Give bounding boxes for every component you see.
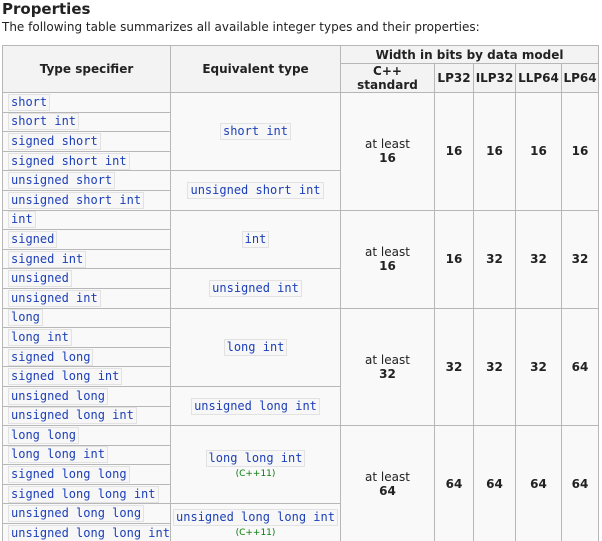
cpp-standard-prefix: at least — [365, 470, 410, 485]
equivalent-type-code[interactable]: short int — [220, 123, 291, 140]
cpp-standard-bits: 16 — [379, 151, 396, 166]
header-model-1: LP32 — [435, 64, 474, 93]
type-specifier-cell — [3, 328, 171, 348]
version-badge: (C++11) — [235, 528, 276, 539]
type-specifier-cell — [3, 249, 171, 269]
header-model-2: ILP32 — [474, 64, 516, 93]
cpp-standard-cell — [341, 308, 435, 426]
cpp-standard-prefix: at least — [365, 245, 410, 260]
equivalent-type-code[interactable]: long int — [224, 339, 288, 356]
equivalent-type-code[interactable]: unsigned short int — [187, 182, 323, 199]
type-specifier-link[interactable]: signed long — [8, 349, 93, 366]
table-header — [3, 46, 599, 93]
cpp-standard-cell — [341, 210, 435, 308]
header-model-4: LP64 — [562, 64, 599, 93]
table-row — [3, 308, 599, 328]
section-heading: Properties — [2, 0, 91, 18]
type-specifier-link[interactable]: short int — [8, 113, 79, 130]
width-cell-lp64: 64 — [562, 308, 599, 426]
equivalent-type-code[interactable]: unsigned int — [209, 280, 302, 297]
type-specifier-link[interactable]: unsigned long long int — [8, 525, 171, 541]
header-model-3: LLP64 — [516, 64, 562, 93]
equivalent-type-cell — [171, 171, 341, 210]
type-specifier-cell — [3, 93, 171, 113]
equivalent-type-code[interactable]: int — [242, 231, 270, 248]
type-specifier-link[interactable]: signed short — [8, 133, 101, 150]
intro-text: The following table summarizes all available integer types and their properties: — [2, 20, 480, 34]
type-specifier-link[interactable]: signed long long — [8, 466, 130, 483]
type-specifier-cell — [3, 524, 171, 541]
width-cell-ilp32: 32 — [474, 308, 516, 426]
type-specifier-cell — [3, 347, 171, 367]
type-specifier-cell — [3, 465, 171, 485]
width-cell-lp32: 16 — [435, 210, 474, 308]
width-cell-lp64: 16 — [562, 93, 599, 211]
type-specifier-cell — [3, 190, 171, 210]
type-specifier-link[interactable]: signed long long int — [8, 486, 159, 503]
width-cell-lp64: 64 — [562, 426, 599, 541]
equivalent-type-cell — [171, 308, 341, 386]
table-row — [3, 426, 599, 446]
width-cell-lp32: 64 — [435, 426, 474, 541]
equivalent-type-cell — [171, 93, 341, 171]
equivalent-type-cell — [171, 386, 341, 425]
equivalent-type-code[interactable]: unsigned long int — [191, 398, 320, 415]
cpp-standard-bits: 64 — [379, 484, 396, 499]
type-specifier-cell — [3, 230, 171, 250]
type-specifier-link[interactable]: long long int — [8, 446, 108, 463]
width-cell-ilp32: 64 — [474, 426, 516, 541]
type-specifier-link[interactable]: unsigned long — [8, 388, 108, 405]
type-specifier-cell — [3, 406, 171, 426]
cpp-standard-cell — [341, 93, 435, 211]
type-specifier-link[interactable]: unsigned long long — [8, 505, 144, 522]
width-cell-lp64: 32 — [562, 210, 599, 308]
type-specifier-cell — [3, 171, 171, 191]
type-specifier-link[interactable]: int — [8, 211, 36, 228]
type-specifier-link[interactable]: unsigned short — [8, 172, 115, 189]
cpp-standard-prefix: at least — [365, 137, 410, 152]
table-row — [3, 210, 599, 230]
type-specifier-cell — [3, 426, 171, 446]
width-cell-ilp32: 32 — [474, 210, 516, 308]
type-specifier-link[interactable]: signed long int — [8, 368, 122, 385]
header-equivalent-type: Equivalent type — [171, 46, 341, 93]
width-cell-llp64: 32 — [516, 210, 562, 308]
table-body — [3, 93, 599, 541]
width-cell-llp64: 16 — [516, 93, 562, 211]
type-specifier-link[interactable]: unsigned long int — [8, 407, 137, 424]
cpp-standard-bits: 32 — [379, 366, 396, 381]
equivalent-type-cell — [171, 210, 341, 269]
table-row — [3, 93, 599, 113]
type-specifier-cell — [3, 112, 171, 132]
cpp-standard-prefix: at least — [365, 352, 410, 367]
type-specifier-cell — [3, 386, 171, 406]
type-specifier-cell — [3, 367, 171, 387]
type-specifier-cell — [3, 210, 171, 230]
integer-types-table — [2, 45, 599, 541]
equivalent-type-cell — [171, 504, 341, 541]
header-type-specifier: Type specifier — [3, 46, 171, 93]
cpp-standard-bits: 16 — [379, 259, 396, 274]
header-width-group: Width in bits by data model — [341, 46, 599, 64]
width-cell-llp64: 32 — [516, 308, 562, 426]
type-specifier-cell — [3, 484, 171, 504]
type-specifier-cell — [3, 151, 171, 171]
equivalent-type-code[interactable]: unsigned long long int — [173, 509, 338, 526]
type-specifier-link[interactable]: long int — [8, 329, 72, 346]
version-badge: (C++11) — [235, 469, 276, 480]
type-specifier-link[interactable]: unsigned short int — [8, 192, 144, 209]
type-specifier-cell — [3, 269, 171, 289]
type-specifier-link[interactable]: long long — [8, 427, 79, 444]
type-specifier-link[interactable]: signed int — [8, 251, 86, 268]
type-specifier-link[interactable]: signed short int — [8, 153, 130, 170]
type-specifier-link[interactable]: unsigned int — [8, 290, 101, 307]
type-specifier-link[interactable]: long — [8, 309, 43, 326]
width-cell-llp64: 64 — [516, 426, 562, 541]
type-specifier-link[interactable]: short — [8, 94, 50, 111]
type-specifier-cell — [3, 288, 171, 308]
type-specifier-cell — [3, 308, 171, 328]
equivalent-type-code[interactable]: long long int — [206, 450, 306, 467]
equivalent-type-cell — [171, 269, 341, 308]
type-specifier-link[interactable]: unsigned — [8, 270, 72, 287]
width-cell-ilp32: 16 — [474, 93, 516, 211]
type-specifier-cell — [3, 445, 171, 465]
type-specifier-cell — [3, 504, 171, 524]
type-specifier-link[interactable]: signed — [8, 231, 57, 248]
equivalent-type-cell — [171, 426, 341, 504]
width-cell-lp32: 32 — [435, 308, 474, 426]
type-specifier-cell — [3, 132, 171, 152]
cpp-standard-cell — [341, 426, 435, 541]
width-cell-lp32: 16 — [435, 93, 474, 211]
header-model-0: C++ standard — [341, 64, 435, 93]
